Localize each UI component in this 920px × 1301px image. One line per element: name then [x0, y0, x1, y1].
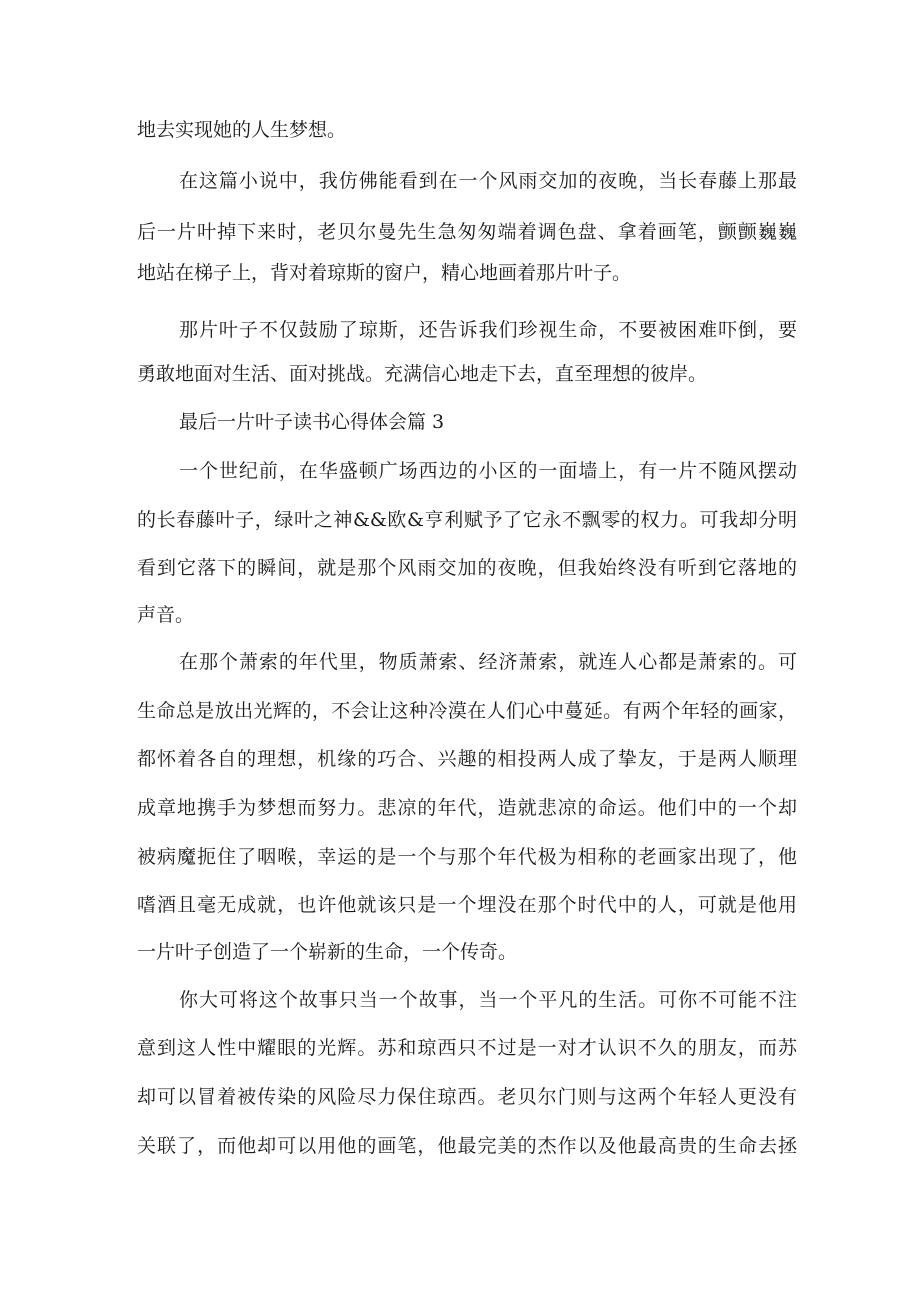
text-line: 看到它落下的瞬间，就是那个风雨交加的夜晚，但我始终没有听到它落地的: [137, 557, 797, 579]
paragraph-line: 一个世纪前，在华盛顿广场西边的小区的一面墙上，有一片不随风摆动: [179, 460, 797, 482]
text-line: 却可以冒着被传染的风险尽力保住琼西。老贝尔门则与这两个年轻人更没有: [137, 1086, 797, 1108]
text-line: 地站在梯子上，背对着琼斯的窗户，精心地画着那片叶子。: [137, 262, 632, 284]
text-line: 的长春藤叶子，绿叶之神&&欧&亨利赋予了它永不飘零的权力。可我却分明: [137, 509, 797, 531]
text-line: 嗜酒且毫无成就，也许他就该只是一个埋没在那个时代中的人，可就是他用: [137, 894, 797, 916]
paragraph-line: 那片叶子不仅鼓励了琼斯，还告诉我们珍视生命，不要被困难吓倒，要: [179, 319, 797, 341]
text-line: 关联了，而他却可以用他的画笔，他最完美的杰作以及他最高贵的生命去拯: [137, 1135, 797, 1157]
text-line: 生命总是放出光辉的，不会让这种冷漠在人们心中蔓延。有两个年轻的画家，: [137, 700, 797, 722]
paragraph-line: 在那个萧索的年代里，物质萧索、经济萧索，就连人心都是萧索的。可: [179, 651, 797, 673]
paragraph-line: 你大可将这个故事只当一个故事，当一个平凡的生活。可你不可能不注: [179, 989, 797, 1011]
section-heading: 最后一片叶子读书心得体会篇 3: [179, 411, 445, 433]
paragraph-line: 在这篇小说中，我仿佛能看到在一个风雨交加的夜晚，当长春藤上那最: [179, 170, 797, 192]
text-line: 勇敢地面对生活、面对挑战。充满信心地走下去，直至理想的彼岸。: [137, 363, 708, 385]
text-line: 成章地携手为梦想而努力。悲凉的年代，造就悲凉的命运。他们中的一个却: [137, 797, 797, 819]
text-line: 被病魔扼住了咽喉，幸运的是一个与那个年代极为相称的老画家出现了，他: [137, 846, 797, 868]
text-line: 都怀着各自的理想，机缘的巧合、兴趣的相投两人成了挚友，于是两人顺理: [137, 748, 797, 770]
text-line: 后一片叶掉下来时，老贝尔曼先生急匆匆端着调色盘、拿着画笔，颤颤巍巍: [137, 221, 797, 243]
text-line: 地去实现她的人生梦想。: [137, 119, 347, 141]
text-line: 声音。: [137, 604, 195, 626]
text-line: 一片叶子创造了一个崭新的生命，一个传奇。: [137, 941, 518, 963]
text-line: 意到这人性中耀眼的光辉。苏和琼西只不过是一对才认识不久的朋友，而苏: [137, 1037, 797, 1059]
